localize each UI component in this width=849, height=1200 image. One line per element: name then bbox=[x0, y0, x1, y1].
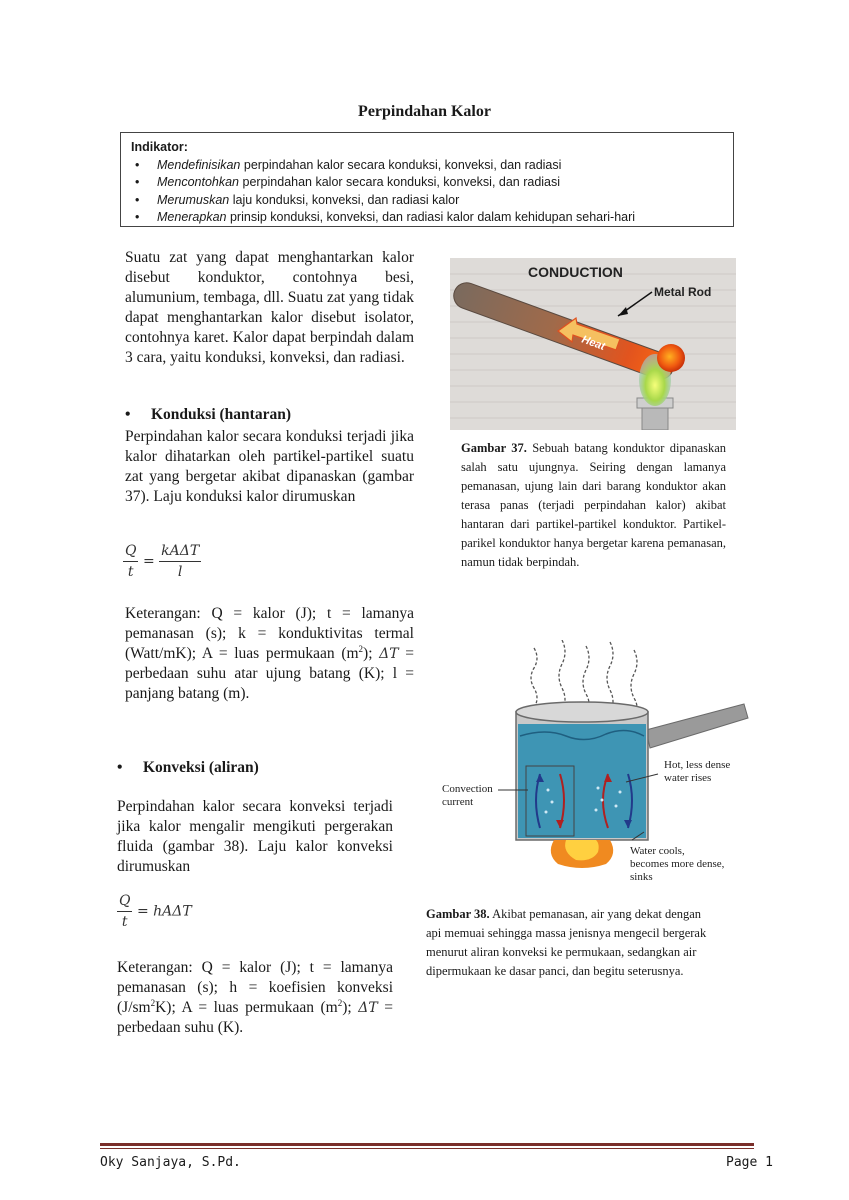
convection-illustration bbox=[436, 640, 752, 888]
cool-water-label-line3: sinks bbox=[630, 871, 653, 883]
indikator-item: • Merumuskan laju konduksi, konveksi, dan radiasi kalor bbox=[157, 192, 723, 210]
indikator-list bbox=[131, 157, 723, 227]
indikator-item: • Menerapkan prinsip konduksi, konveksi, dan radiasi kalor dalam kehidupan sehari-hari bbox=[157, 209, 723, 227]
indikator-heading: Indikator: bbox=[131, 140, 188, 154]
konduksi-paragraph: Perpindahan kalor secara konduksi terjadi jika kalor dihatarkan oleh partikel-partikel suatu zat yang bergetar akibat dipanaskan (gambar 37). Laju konduksi kalor dirumuskan bbox=[125, 428, 414, 505]
convection-label-line1: Convection bbox=[442, 783, 493, 795]
indikator-item: • Mencontohkan perpindahan kalor secara konduksi, konveksi, dan radiasi bbox=[157, 174, 723, 192]
hot-water-label-line1: Hot, less dense bbox=[664, 759, 731, 771]
conduction-illustration bbox=[450, 258, 736, 430]
metal-rod-label: Metal Rod bbox=[654, 285, 712, 299]
indikator-item: • Mendefinisikan perpindahan kalor secara konduksi, konveksi, dan radiasi bbox=[157, 157, 723, 175]
intro-paragraph: Suatu zat yang dapat menghantarkan kalor disebut konduktor, contohnya besi, alumunium, tembaga, dll. Suatu zat yang tidak dapat menghantarkan kalor disebut isolator, contohnya karet. Kalor dapat berpindah dalam 3 cara, yaitu konduksi, konveksi, dan radiasi. bbox=[125, 249, 414, 366]
footer-rule bbox=[100, 1143, 754, 1146]
footer-rule-thin bbox=[100, 1148, 754, 1149]
page-number: Page 1 bbox=[726, 1155, 773, 1170]
konveksi-heading: • Konveksi (aliran) bbox=[117, 759, 259, 776]
konduksi-keterangan: Keterangan: Q = kalor (J); t = lamanya pemanasan (s); k = konduktivitas termal (Watt/mK); A = luas permukaan $(m^2)$; ΔT = perbedaan suhu atar ujung batang (K); l = panjang batang (m). bbox=[125, 605, 414, 702]
cool-water-label-line1: Water cools, bbox=[630, 845, 685, 857]
indikator-box bbox=[120, 132, 734, 227]
konveksi-paragraph: Perpindahan kalor secara konveksi terjadi jika kalor mengalir mengikuti pergerakan fluida (gambar 38). Laju kalor konveksi dirumuskan bbox=[117, 798, 393, 875]
heat-label: Heat bbox=[579, 333, 607, 353]
conduction-title: CONDUCTION bbox=[528, 264, 623, 280]
hot-water-label-line2: water rises bbox=[664, 772, 712, 784]
convection-label-line2: current bbox=[442, 796, 474, 808]
konveksi-keterangan: Keterangan: Q = kalor (J); t = lamanya pemanasan (s); h = koefisien konveksi $(J/sm^2K)$; A = luas permukaan $(m^2)$; ΔT = perbedaan suhu (K). bbox=[117, 959, 394, 1036]
cool-water-label-line2: becomes more dense, bbox=[630, 858, 725, 870]
figure-38-caption: Gambar 38. Akibat pemanasan, air yang dekat dengan api memuai sehingga massa jenisnya mengecil bergerak menurut aliran konveksi ke permukaan, sedangkan air dipermukaan ke dasar panci, dan begitu seterusnya. bbox=[426, 907, 707, 978]
footer-author: Oky Sanjaya, S.Pd. bbox=[100, 1155, 241, 1170]
konduksi-formula: $\frac{Q}{t}$ = $\frac{\text{kAΔT}}{l}$ bbox=[125, 543, 200, 580]
conduction-figure bbox=[450, 258, 736, 430]
konduksi-heading: • Konduksi (hantaran) bbox=[125, 406, 291, 423]
page-title: Perpindahan Kalor bbox=[358, 103, 491, 120]
konveksi-formula: $\frac{Q}{t}$ = hAΔT bbox=[119, 893, 192, 930]
figure-37-caption: Gambar 37. Sebuah batang konduktor dipanaskan salah satu ujungnya. Seiring dengan lamanya pemanasan, ujung lain dari barang konduktor akan terasa panas (terjadi perpindahan kalor) akibat hantaran dari partikel-partikel konduktor. Partikel-parikel konduktor hanya bergetar karena pemanasan, namun tidak berpindah. bbox=[461, 441, 726, 569]
convection-figure bbox=[436, 640, 752, 888]
